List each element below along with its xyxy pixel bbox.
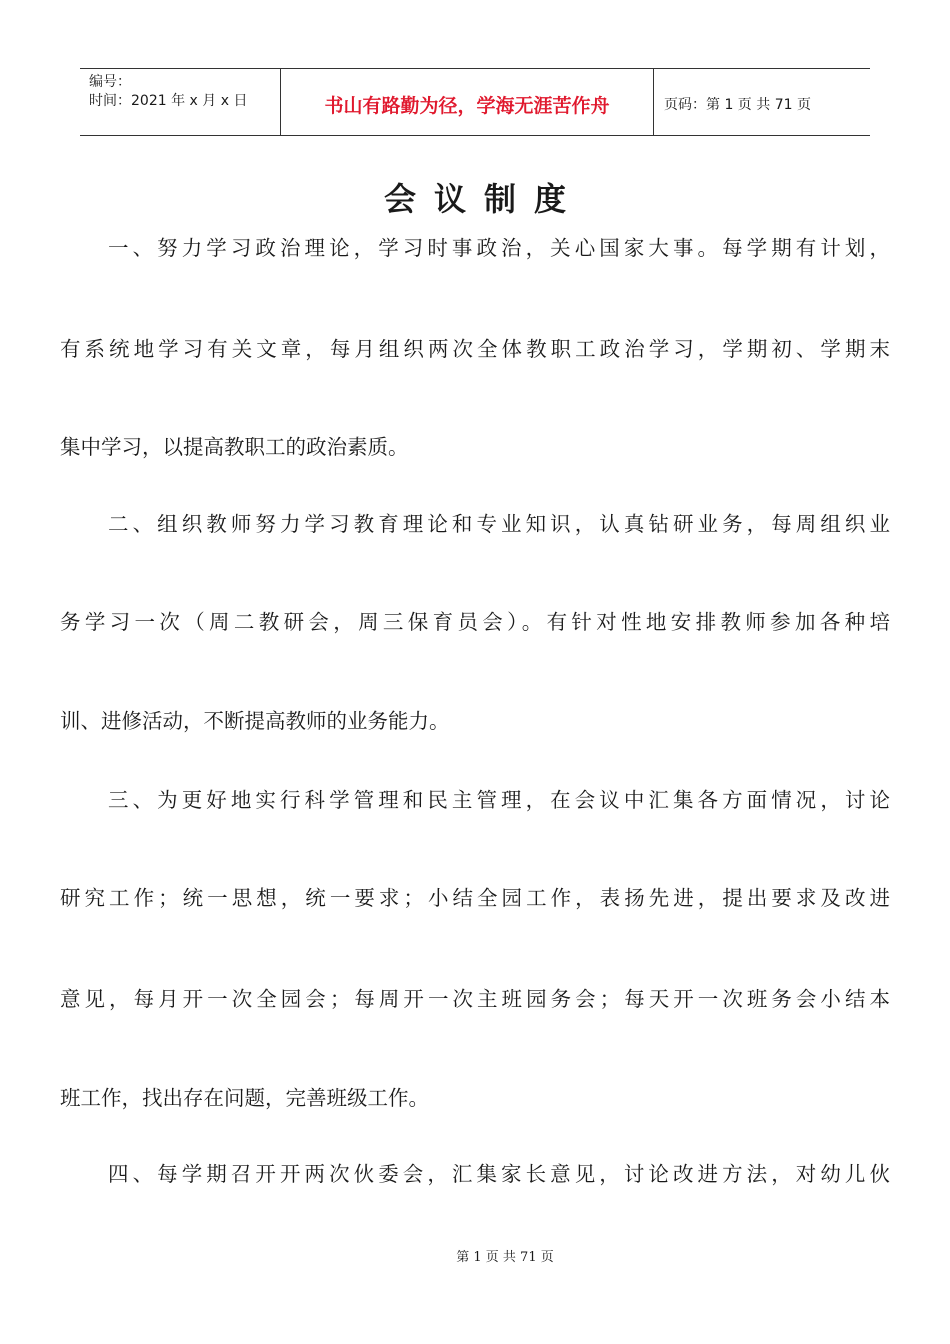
paragraph-1-line-2: 有系统地学习有关文章，每月组织两次全体教职工政治学习，学期初、学期末 (60, 337, 890, 361)
header-table (80, 68, 870, 136)
paragraph-2-line-1: 二、组织教师努力学习教育理论和专业知识，认真钻研业务，每周组织业 (108, 512, 890, 536)
paragraph-3-line-2: 研究工作；统一思想，统一要求；小结全园工作，表扬先进，提出要求及改进 (60, 886, 890, 910)
paragraph-4-line-1: 四、每学期召开开两次伙委会，汇集家长意见，讨论改进方法，对幼儿伙 (108, 1162, 890, 1186)
document-number-label: 编号： (89, 74, 131, 90)
document-title: 会议制度 (383, 180, 584, 218)
header-page-info: 页码：第 1 页 共 71 页 (664, 97, 811, 113)
document-date: 时间：2021 年 x 月 x 日 (89, 93, 248, 109)
page-footer: 第 1 页 共 71 页 (456, 1250, 554, 1265)
paragraph-1-line-3: 集中学习，以提高教职工的政治素质。 (60, 435, 409, 459)
header-motto: 书山有路勤为径，学海无涯苦作舟 (281, 69, 654, 135)
paragraph-3-line-1: 三、为更好地实行科学管理和民主管理，在会议中汇集各方面情况，讨论 (108, 788, 890, 812)
paragraph-2-line-3: 训、进修活动，不断提高教师的业务能力。 (60, 709, 450, 733)
paragraph-2-line-2: 务学习一次（周二教研会，周三保育员会）。有针对性地安排教师参加各种培 (60, 610, 890, 634)
paragraph-1-line-1: 一、努力学习政治理论，学习时事政治，关心国家大事。每学期有计划， (108, 236, 890, 260)
paragraph-3-line-3: 意见，每月开一次全园会；每周开一次主班园务会；每天开一次班务会小结本 (60, 987, 890, 1011)
header-meta-cell (80, 69, 281, 135)
paragraph-3-line-4: 班工作，找出存在问题，完善班级工作。 (60, 1086, 429, 1110)
